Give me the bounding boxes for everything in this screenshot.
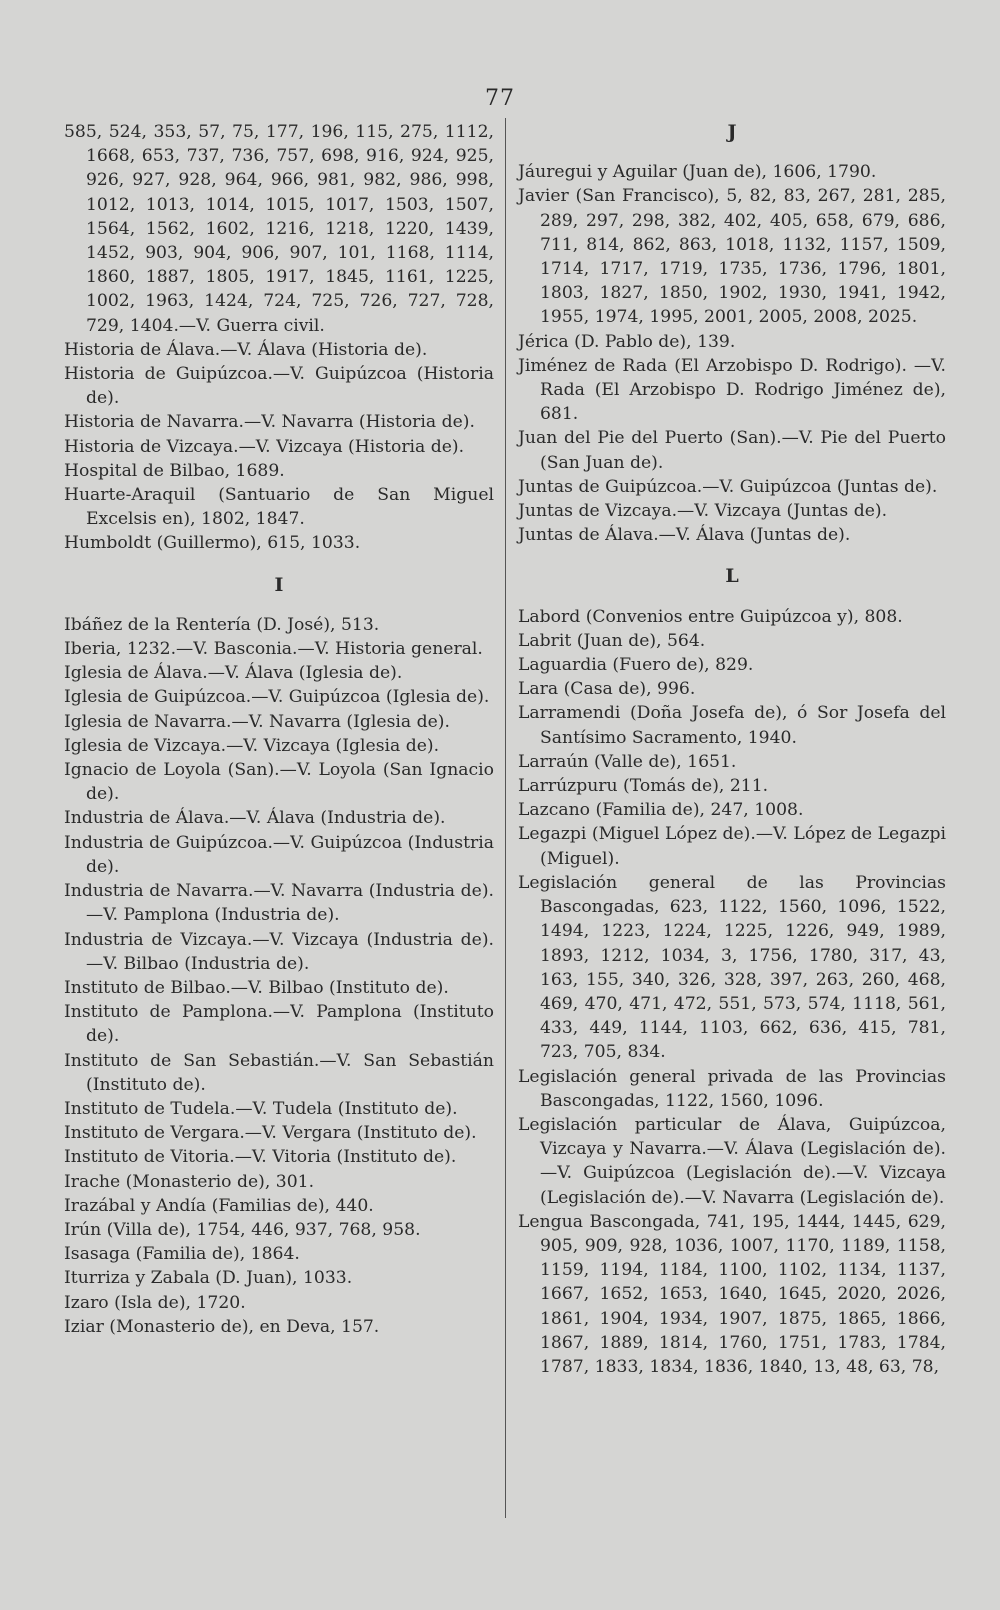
index-entry: Industria de Guipúzcoa.—V. Guipúzcoa (Industria de). bbox=[64, 832, 494, 877]
section-letter-l: L bbox=[725, 565, 739, 588]
index-entry: Lengua Bascongada, 741, 195, 1444, 1445, 629, 905, 909, 928, 1036, 1007, 1170, 1189, 1158, 1159, 1194, 1184, 1100, 1102, 1134, 1137, 1667, 1652, 1653, 1640, 1645, 2020, 2026, 1861, 1904, 1934, 1907, 1875, 1865, 1866, 1867, 1889, 1814, 1760, 1751, 1783, 1784, 1787, 1833, 1834, 1836, 1840, 13, 48, 63, 78, bbox=[518, 1211, 946, 1377]
index-entry: Irazábal y Andía (Familias de), 440. bbox=[64, 1195, 374, 1216]
index-entry: Larramendi (Doña Josefa de), ó Sor Josefa del Santísimo Sacramento, 1940. bbox=[518, 703, 946, 748]
index-entry: Irún (Villa de), 1754, 446, 937, 768, 958. bbox=[64, 1219, 421, 1240]
index-entry: Izaro (Isla de), 1720. bbox=[64, 1292, 246, 1313]
index-entry: Industria de Álava.—V. Álava (Industria de). bbox=[64, 808, 446, 829]
index-entry: Legislación general privada de las Provincias Bascongadas, 1122, 1560, 1096. bbox=[518, 1066, 946, 1111]
index-entry: Historia de Vizcaya.—V. Vizcaya (Historia de). bbox=[64, 436, 465, 457]
index-entry: Instituto de Pamplona.—V. Pamplona (Instituto de). bbox=[64, 1002, 494, 1047]
index-entry: Juntas de Guipúzcoa.—V. Guipúzcoa (Juntas de). bbox=[518, 476, 938, 497]
index-entry: Hospital de Bilbao, 1689. bbox=[64, 460, 285, 481]
index-entry: Historia de Álava.—V. Álava (Historia de). bbox=[64, 339, 428, 360]
index-entry: Juntas de Álava.—V. Álava (Juntas de). bbox=[518, 525, 851, 546]
index-entry: Juntas de Vizcaya.—V. Vizcaya (Juntas de). bbox=[518, 501, 888, 522]
index-entry: Labord (Convenios entre Guipúzcoa y), 808. bbox=[518, 606, 903, 627]
index-entry: Ignacio de Loyola (San).—V. Loyola (San Ignacio de). bbox=[64, 760, 494, 805]
index-entry: Iziar (Monasterio de), en Deva, 157. bbox=[64, 1316, 380, 1337]
index-entry: Laguardia (Fuero de), 829. bbox=[518, 655, 754, 676]
index-entry: Jérica (D. Pablo de), 139. bbox=[518, 331, 736, 352]
index-entry: Historia de Guipúzcoa.—V. Guipúzcoa (Historia de). bbox=[64, 364, 494, 409]
index-entry: Iglesia de Guipúzcoa.—V. Guipúzcoa (Iglesia de). bbox=[64, 687, 490, 708]
index-entry: Javier (San Francisco), 5, 82, 83, 267, 281, 285, 289, 297, 298, 382, 402, 405, 658, 679, 686, 711, 814, 862, 863, 1018, 1132, 1157, 1509, 1714, 1717, 1719, 1735, 1736, 1796, 1801, 1803, 1827, 1850, 1902, 1930, 1941, 1942, 1955, 1974, 1995, 2001, 2005, 2008, 2025. bbox=[518, 186, 946, 328]
left-entries-after bbox=[64, 613, 494, 1339]
index-entry: Iglesia de Vizcaya.—V. Vizcaya (Iglesia de). bbox=[64, 735, 440, 756]
index-entry: Instituto de Vitoria.—V. Vitoria (Instituto de). bbox=[64, 1147, 457, 1168]
index-entry: Instituto de Tudela.—V. Tudela (Instituto de). bbox=[64, 1098, 458, 1119]
index-entry: Lara (Casa de), 996. bbox=[518, 679, 696, 700]
index-entry: Iberia, 1232.—V. Basconia.—V. Historia general. bbox=[64, 639, 483, 660]
index-entry: Instituto de Bilbao.—V. Bilbao (Instituto de). bbox=[64, 977, 449, 998]
index-entry: Irache (Monasterio de), 301. bbox=[64, 1171, 315, 1192]
index-entry: Larraún (Valle de), 1651. bbox=[518, 751, 737, 772]
index-entry: Larrúzpuru (Tomás de), 211. bbox=[518, 776, 769, 797]
index-entry: Juan del Pie del Puerto (San).—V. Pie del Puerto (San Juan de). bbox=[518, 428, 946, 473]
index-entry: 585, 524, 353, 57, 75, 177, 196, 115, 275, 1112, 1668, 653, 737, 736, 757, 698, 916, 924, 925, 926, 927, 928, 964, 966, 981, 982, 986, 998, 1012, 1013, 1014, 1015, 1017, 1503, 1507, 1564, 1562, 1602, 1216, 1218, 1220, 1439, 1452, 903, 904, 906, 907, 101, 1168, 1114, 1860, 1887, 1805, 1917, 1845, 1161, 1225, 1002, 1963, 1424, 724, 725, 726, 727, 728, 729, 1404.—V. Guerra civil. bbox=[64, 122, 494, 336]
index-entry: Isasaga (Familia de), 1864. bbox=[64, 1244, 300, 1265]
right-column bbox=[518, 120, 946, 1379]
index-entry: Huarte-Araquil (Santuario de San Miguel Excelsis en), 1802, 1847. bbox=[64, 485, 494, 530]
index-entry: Legislación general de las Provincias Bascongadas, 623, 1122, 1560, 1096, 1522, 1494, 1223, 1224, 1225, 1226, 949, 1989, 1893, 1212, 1034, 3, 1756, 1780, 317, 43, 163, 155, 340, 326, 328, 397, 263, 260, 468, 469, 470, 471, 472, 551, 573, 574, 1118, 561, 433, 449, 1144, 1103, 662, 636, 415, 781, 723, 705, 834. bbox=[518, 872, 946, 1063]
index-entry: Industria de Vizcaya.—V. Vizcaya (Industria de).—V. Bilbao (Industria de). bbox=[64, 929, 494, 974]
right-entries-l bbox=[518, 605, 946, 1380]
index-entry: Instituto de San Sebastián.—V. San Sebastián (Instituto de). bbox=[64, 1050, 494, 1095]
section-letter-j: J bbox=[727, 121, 737, 143]
left-entries-before bbox=[64, 120, 494, 556]
section-letter-i: I bbox=[274, 573, 284, 596]
index-entry: Instituto de Vergara.—V. Vergara (Instituto de). bbox=[64, 1123, 477, 1144]
left-column bbox=[64, 120, 494, 1339]
index-entry: Iglesia de Navarra.—V. Navarra (Iglesia de). bbox=[64, 711, 450, 732]
index-entry: Iglesia de Álava.—V. Álava (Iglesia de). bbox=[64, 663, 403, 684]
index-entry: Historia de Navarra.—V. Navarra (Historia de). bbox=[64, 412, 475, 433]
index-entry: Legazpi (Miguel López de).—V. López de Legazpi (Miguel). bbox=[518, 824, 946, 869]
right-entries-j bbox=[518, 160, 946, 547]
page-number: 77 bbox=[485, 86, 515, 111]
column-divider bbox=[505, 118, 506, 1518]
index-entry: Humboldt (Guillermo), 615, 1033. bbox=[64, 533, 361, 554]
index-entry: Iturriza y Zabala (D. Juan), 1033. bbox=[64, 1268, 353, 1289]
index-entry: Legislación particular de Álava, Guipúzcoa, Vizcaya y Navarra.—V. Álava (Legislación de).—V. Guipúzcoa (Legislación de).—V. Vizcaya (Legislación de).—V. Navarra (Legislación de). bbox=[518, 1114, 946, 1208]
index-entry: Jiménez de Rada (El Arzobispo D. Rodrigo). —V. Rada (El Arzobispo D. Rodrigo Jiménez de), 681. bbox=[518, 355, 946, 425]
index-entry: Lazcano (Familia de), 247, 1008. bbox=[518, 800, 804, 821]
index-entry: Labrit (Juan de), 564. bbox=[518, 630, 706, 651]
index-entry: Ibáñez de la Rentería (D. José), 513. bbox=[64, 614, 380, 635]
index-entry: Industria de Navarra.—V. Navarra (Industria de).—V. Pamplona (Industria de). bbox=[64, 881, 494, 926]
index-entry: Jáuregui y Aguilar (Juan de), 1606, 1790. bbox=[518, 162, 877, 183]
